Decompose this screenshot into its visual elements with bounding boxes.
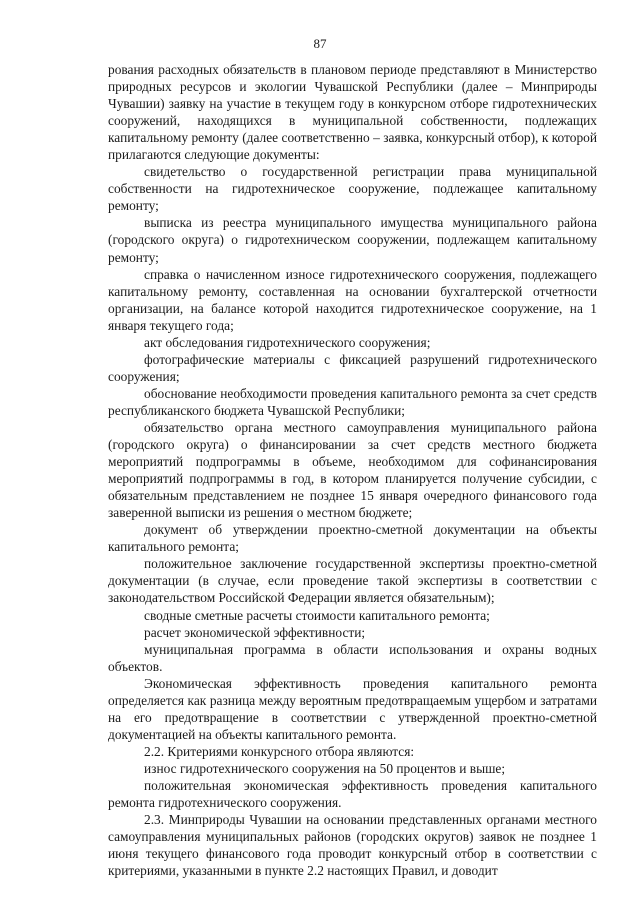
paragraph: положительная экономическая эффективность проведения капитального ремонта гидротехнического сооружения. <box>108 777 597 811</box>
paragraph: расчет экономической эффективности; <box>144 624 366 640</box>
paragraph: износ гидротехнического сооружения на 50 процентов и выше; <box>144 760 506 776</box>
document-body <box>108 61 597 879</box>
page-number: 87 <box>313 36 327 51</box>
paragraph: акт обследования гидротехнического сооружения; <box>144 334 431 350</box>
paragraph: выписка из реестра муниципального имущества муниципального района (городского округа) о гидротехническом сооружении, подлежащем капитальному ремонту; <box>108 215 597 265</box>
paragraph: рования расходных обязательств в плановом периоде представляют в Министерство природных ресурсов и экологии Чувашской Республики (далее – Минприроды Чувашии) заявку на участие в текущем году в конкурсном отборе гидротехнических сооружений, находящихся в муниципальной собственности, подлежащих капитальному ремонту (далее соответственно – заявка, конкурсный отбор), к которой прилагаются следующие документы: <box>108 62 597 163</box>
paragraph: положительное заключение государственной экспертизы проектно-сметной документации (в случае, если проведение такой экспертизы в соответствии с законодательством Российской Федерации является обязательным); <box>108 556 597 606</box>
paragraph: документ об утверждении проектно-сметной документации на объекты капитального ремонта; <box>108 522 597 555</box>
paragraph: справка о начисленном износе гидротехнического сооружения, подлежащего капитальному ремонту, составленная на основании бухгалтерской отчетности организации, на балансе которой находится гидротехническое сооружение, на 1 января текущего года; <box>108 266 597 333</box>
paragraph: муниципальная программа в области использования и охраны водных объектов. <box>108 641 597 674</box>
paragraph: 2.2. Критериями конкурсного отбора являются: <box>144 743 415 759</box>
paragraph: обязательство органа местного самоуправления муниципального района (городского округа) о финансировании за счет средств местного бюджета мероприятий подпрограммы в объеме, необходимом для софинансирования мероприятий подпрограммы в год, в котором планируется получение субсидии, с обязательным представлением не позднее 15 января очередного финансового года заверенной выписки из решения о местном бюджете; <box>108 419 597 521</box>
paragraph: фотографические материалы с фиксацией разрушений гидротехнического сооружения; <box>108 351 597 384</box>
paragraph: обоснование необходимости проведения капитального ремонта за счет средств республиканского бюджета Чувашской Республики; <box>108 385 597 418</box>
paragraph: 2.3. Минприроды Чувашии на основании представленных органами местного самоуправления муниципальных районов (городских округов) заявок не позднее 1 июня текущего финансового года проводит конкурсный отбор в соответствии с критериями, указанными в пункте 2.2 настоящих Правил, и доводит <box>108 812 597 879</box>
paragraph: Экономическая эффективность проведения капитального ремонта определяется как разница между вероятным предотвращаемым ущербом и затратами на его предотвращение в соответствии с утвержденной проектно-сметной документацией на объекты капитального ремонта. <box>108 675 597 742</box>
paragraph: свидетельство о государственной регистрации права муниципальной собственности на гидротехническое сооружение, подлежащее капитальному ремонту; <box>108 164 597 214</box>
paragraph: сводные сметные расчеты стоимости капитального ремонта; <box>144 607 490 623</box>
